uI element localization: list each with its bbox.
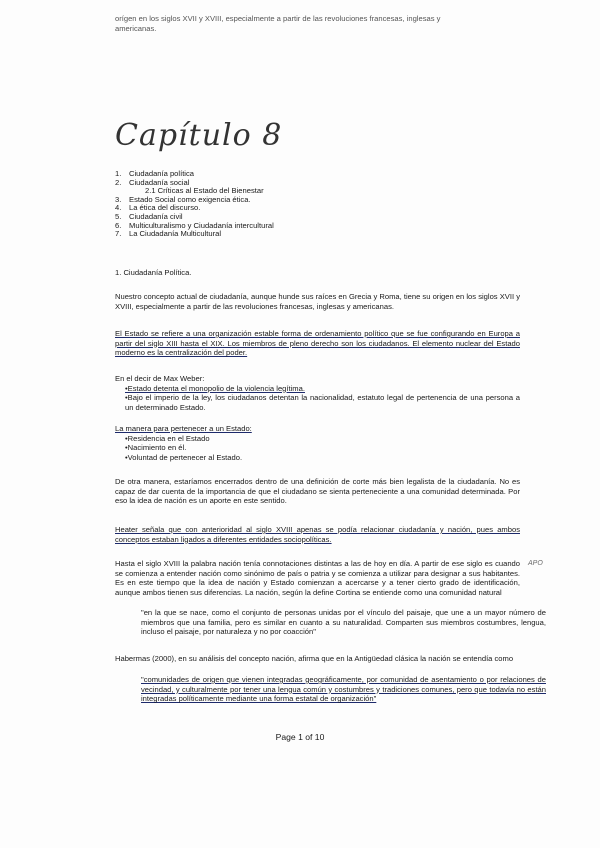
top-fragment-line-1: orígen en los siglos XVII y XVIII, especialmente a partir de las revoluciones francesas, inglesas y	[115, 14, 441, 23]
weber-section	[115, 374, 520, 412]
quote-habermas: "comunidades de origen que vienen integradas geográficamente, por comunidad de asentamiento o por relaciones de vecindad, y culturalmente por tener una lengua común y costumbres y tradiciones comunes, pero que todavía no están integradas políticamente mediante una forma estatal de organización"	[141, 675, 546, 704]
weber-item-1: •Estado detenta el monopolio de la violencia legítima.	[125, 383, 305, 393]
paragraph-6: Habermas (2000), en su análisis del concepto nación, afirma que en la Antigüedad clásica la nación se entendía como	[115, 654, 514, 663]
belonging-item-2: •Nacimiento en él.	[125, 443, 187, 453]
toc-subitem: 2.1 Críticas al Estado del Bienestar	[145, 186, 264, 196]
toc-item: 1. Ciudadanía política	[115, 169, 195, 178]
toc-item: 5. Ciudadanía civil	[115, 211, 183, 221]
quote-cortina: "en la que se nace, como el conjunto de personas unidas por el vínculo del paisaje, que une a un mayor número de miembros que una familia, pero es similar en cuanto a su naturalidad. Comparten sus miembros costumbres, lengua, incluso el paisaje, por naturaleza y no por coacción"	[141, 608, 546, 637]
top-fragment-line-2: americanas.	[115, 23, 157, 33]
belonging-item-1: •Residencia en el Estado	[125, 433, 210, 443]
belonging-item-3: •Voluntad de pertenecer al Estado.	[125, 452, 243, 462]
toc-item: 2. Ciudadanía social	[115, 177, 190, 187]
toc-item: 4. La ética del discurso.	[115, 203, 201, 213]
toc-item: 3. Estado Social como exigencia ética.	[115, 194, 251, 204]
paragraph-5: Hasta el siglo XVIII la palabra nación tenía connotaciones distintas a las de hoy en día. A partir de ese siglo es cuando se comienza a entender nación como sinónimo de país o patria y se comienza a utilizar para designar a sus habitantes. Es en este tiempo que la idea de nación y Estado comienzan a acercarse y a tener cierto grado de identificación, aunque ambos tienen sus diferencias. La nación, según la define Cortina se entiende como una comunidad natural	[115, 559, 520, 597]
belonging-intro: La manera para pertenecer a un Estado:	[115, 424, 252, 433]
margin-note: APO	[528, 560, 543, 567]
paragraph-2: El Estado se refiere a una organización estable forma de ordenamiento político que se fue configurando en Europa a partir del siglo XIII hasta el XIX. Los miembros de pleno derecho son los ciudadanos. El elemento nuclear del Estado moderno es la centralización del poder.	[115, 329, 520, 358]
paragraph-1: Nuestro concepto actual de ciudadanía, aunque hunde sus raíces en Grecia y Roma, tiene su origen en los siglos XVII y XVIII, especialmente a partir de las revoluciones francesas, inglesas y americanas.	[115, 292, 520, 311]
toc-item: 6. Multiculturalismo y Ciudadanía intercultural	[115, 220, 274, 230]
page-number: Page 1 of 10	[275, 732, 325, 742]
chapter-title: Capítulo 8	[115, 118, 283, 153]
paragraph-4: Heater señala que con anterioridad al siglo XVIII apenas se podía relacionar ciudadanía y nación, pues ambos conceptos estaban ligados a diferentes entidades sociopolíticas.	[115, 525, 520, 544]
belonging-section	[115, 424, 520, 462]
weber-item-2: •Bajo el imperio de la ley, los ciudadanos detentan la nacionalidad, estatuto legal de pertenencia de una persona a un determinado Estado.	[125, 393, 520, 412]
top-fragment	[115, 14, 520, 33]
weber-intro: En el decir de Max Weber:	[115, 374, 205, 383]
paragraph-3: De otra manera, estaríamos encerrados dentro de una definición de corte más bien legalista de la ciudadanía. No es capaz de dar cuenta de la importancia de que el ciudadano se sienta perteneciente a una comunidad determinada. Por eso la idea de nación es un aporte en este sentido.	[115, 477, 520, 506]
table-of-contents	[115, 170, 274, 239]
section-heading: 1. Ciudadanía Política.	[115, 268, 192, 277]
toc-item: 7. La Ciudadanía Multicultural	[115, 229, 222, 239]
